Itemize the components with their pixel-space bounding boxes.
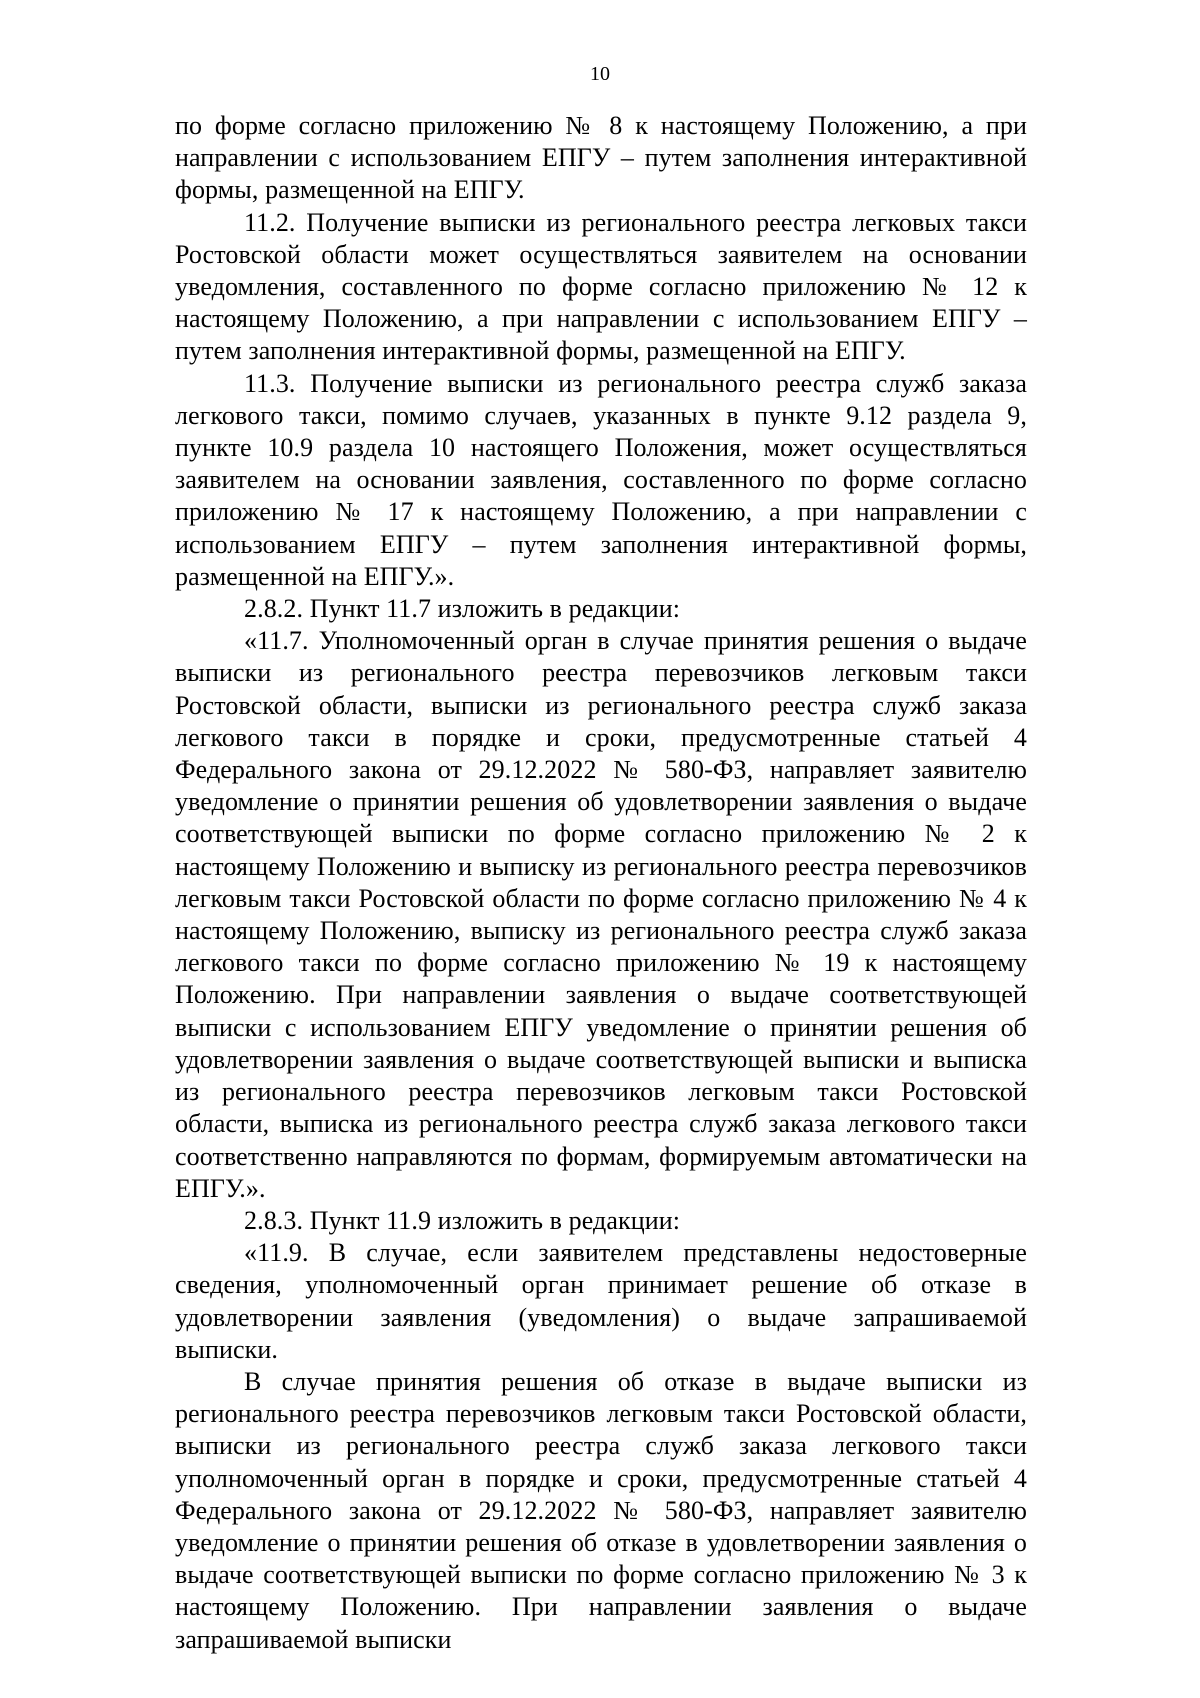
paragraph-2-8-2-heading: 2.8.2. Пункт 11.7 изложить в редакции: xyxy=(244,594,681,624)
document-body xyxy=(175,110,1027,1656)
paragraph-11-3: 11.3. Получение выписки из регионального реестра служб заказа легкового такси, помимо случаев, указанных в пункте 9.12 раздела 9, пункте 10.9 раздела 10 настоящего Положения, может осуществляться заявителем на основании заявления, составленного по форме согласно приложению № 17 к настоящему Положению, а при направлении с использованием ЕПГУ – путем заполнения интерактивной формы, размещенной на ЕПГУ.». xyxy=(175,368,1027,591)
paragraph-11-2: 11.2. Получение выписки из регионального реестра легковых такси Ростовской области может осуществляться заявителем на основании уведомления, составленного по форме согласно приложению № 12 к настоящему Положению, а при направлении с использованием ЕПГУ – путем заполнения интерактивной формы, размещенной на ЕПГУ. xyxy=(175,207,1027,366)
page-number: 10 xyxy=(590,63,610,85)
paragraph-continuation: по форме согласно приложению № 8 к настоящему Положению, а при направлении с использованием ЕПГУ – путем заполнения интерактивной формы, размещенной на ЕПГУ. xyxy=(175,111,1027,205)
paragraph-refusal: В случае принятия решения об отказе в выдаче выписки из регионального реестра перевозчиков легковым такси Ростовской области, выписки из регионального реестра служб заказа легкового такси уполномоченный орган в порядке и сроки, предусмотренные статьей 4 Федерального закона от 29.12.2022 № 580-ФЗ, направляет заявителю уведомление о принятии решения об отказе в удовлетворении заявления о выдаче соответствующей выписки по форме согласно приложению № 3 к настоящему Положению. При направлении заявления о выдаче запрашиваемой выписки xyxy=(175,1366,1027,1654)
paragraph-11-9: «11.9. В случае, если заявителем представлены недостоверные сведения, уполномоченный орган принимает решение об отказе в удовлетворении заявления (уведомления) о выдаче запрашиваемой выписки. xyxy=(175,1238,1027,1364)
paragraph-11-7: «11.7. Уполномоченный орган в случае принятия решения о выдаче выписки из регионального реестра перевозчиков легковым такси Ростовской области, выписки из регионального реестра служб заказа легкового такси в порядке и сроки, предусмотренные статьей 4 Федерального закона от 29.12.2022 № 580-ФЗ, направляет заявителю уведомление о принятии решения об удовлетворении заявления о выдаче соответствующей выписки по форме согласно приложению № 2 к настоящему Положению и выписку из регионального реестра перевозчиков легковым такси Ростовской области по форме согласно приложению № 4 к настоящему Положению, выписку из регионального реестра служб заказа легкового такси по форме согласно приложению № 19 к настоящему Положению. При направлении заявления о выдаче соответствующей выписки с использованием ЕПГУ уведомление о принятии решения об удовлетворении заявления о выдаче соответствующей выписки и выписка из регионального реестра перевозчиков легковым такси Ростовской области, выписка из регионального реестра служб заказа легкового такси соответственно направляются по формам, формируемым автоматически на ЕПГУ.». xyxy=(175,626,1027,1203)
paragraph-2-8-3-heading: 2.8.3. Пункт 11.9 изложить в редакции: xyxy=(244,1205,681,1235)
